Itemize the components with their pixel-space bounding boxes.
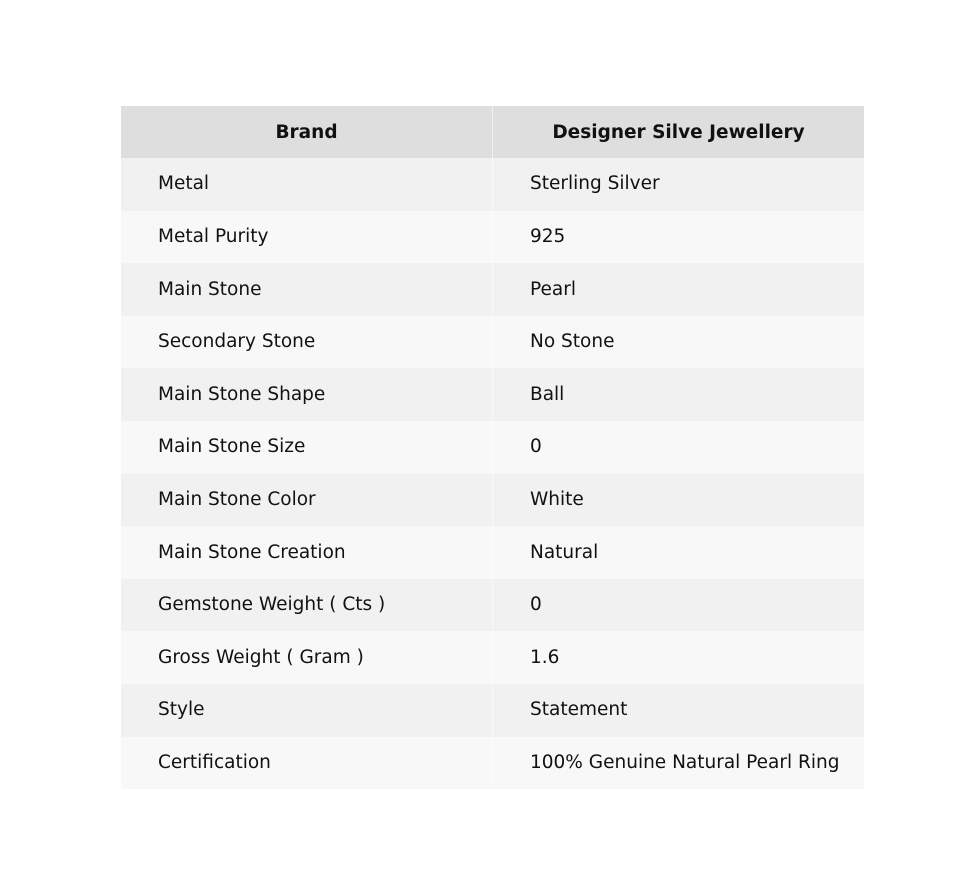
attribute-label: Style — [121, 684, 492, 737]
attribute-value: 1.6 — [492, 631, 864, 684]
product-spec-table — [121, 106, 864, 789]
attribute-label: Certification — [121, 737, 492, 790]
attribute-value: Ball — [492, 368, 864, 421]
table-row — [121, 158, 864, 211]
table-row — [121, 316, 864, 369]
attribute-label: Main Stone — [121, 263, 492, 316]
attribute-label: Main Stone Size — [121, 421, 492, 474]
table-row — [121, 474, 864, 527]
table-row — [121, 211, 864, 264]
attribute-value: Pearl — [492, 263, 864, 316]
header-row — [121, 106, 864, 158]
attribute-value: White — [492, 474, 864, 527]
attribute-label: Main Stone Creation — [121, 526, 492, 579]
attribute-label: Secondary Stone — [121, 316, 492, 369]
table-row — [121, 263, 864, 316]
attribute-value: Natural — [492, 526, 864, 579]
table-row — [121, 737, 864, 790]
header-attribute: Brand — [121, 106, 492, 158]
attribute-label: Main Stone Color — [121, 474, 492, 527]
attribute-value: 925 — [492, 211, 864, 264]
table-body — [121, 158, 864, 789]
table-row — [121, 579, 864, 632]
attribute-value: Statement — [492, 684, 864, 737]
attribute-value: Sterling Silver — [492, 158, 864, 211]
header-value: Designer Silve Jewellery — [492, 106, 864, 158]
attribute-value: No Stone — [492, 316, 864, 369]
attribute-label: Gross Weight ( Gram ) — [121, 631, 492, 684]
table-row — [121, 368, 864, 421]
table-row — [121, 421, 864, 474]
attribute-value: 0 — [492, 579, 864, 632]
table-row — [121, 684, 864, 737]
attribute-value: 100% Genuine Natural Pearl Ring — [492, 737, 864, 790]
table-row — [121, 631, 864, 684]
table-header — [121, 106, 864, 158]
attribute-value: 0 — [492, 421, 864, 474]
attribute-label: Metal Purity — [121, 211, 492, 264]
attribute-label: Metal — [121, 158, 492, 211]
attribute-label: Gemstone Weight ( Cts ) — [121, 579, 492, 632]
table-row — [121, 526, 864, 579]
attribute-label: Main Stone Shape — [121, 368, 492, 421]
